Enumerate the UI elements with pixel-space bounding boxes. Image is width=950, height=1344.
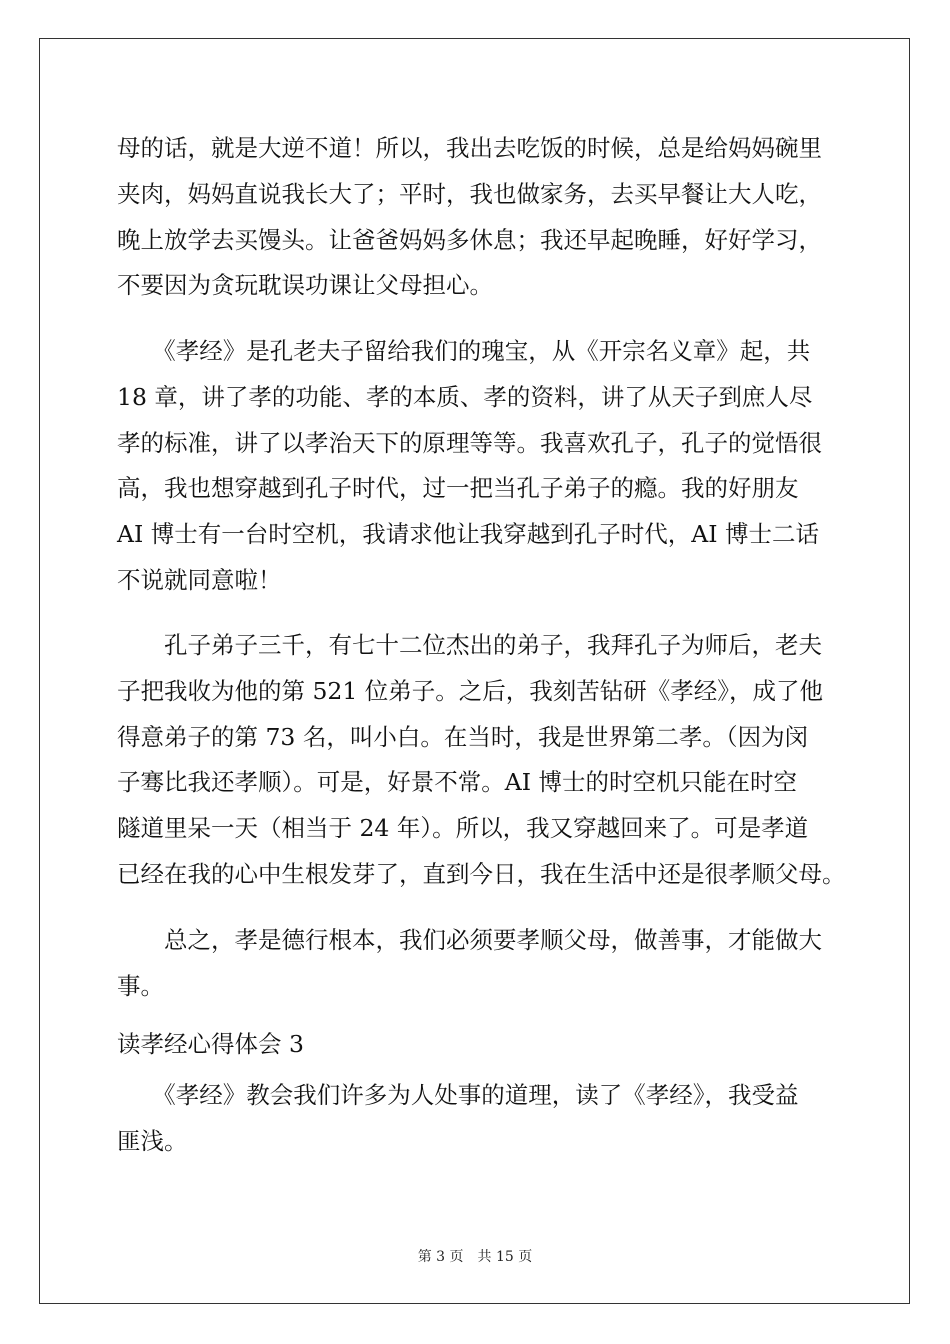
text-line: 晚上放学去买馒头。让爸爸妈妈多休息；我还早起晚睡，好好学习， xyxy=(117,225,822,254)
text-line: 总之，孝是德行根本，我们必须要孝顺父母，做善事，才能做大 xyxy=(117,926,822,954)
text-line: 《孝经》教会我们许多为人处事的道理，读了《孝经》，我受益 xyxy=(117,1081,799,1109)
text-line: 得意弟子的第 73 名，叫小白。在当时，我是世界第二孝。（因为闵 xyxy=(117,722,809,751)
text-line: 隧道里呆一天（相当于 24 年）。所以，我又穿越回来了。可是孝道 xyxy=(117,814,809,843)
text-line: AI 博士有一台时空机，我请求他让我穿越到孔子时代，AI 博士二话 xyxy=(117,520,819,549)
text-line: 孔子弟子三千，有七十二位杰出的弟子，我拜孔子为师后，老夫 xyxy=(117,631,822,659)
page-footer: 第 3 页 共 15 页 xyxy=(417,1249,533,1265)
text-line: 孝的标准，讲了以孝治天下的原理等等。我喜欢孔子，孔子的觉悟很 xyxy=(117,428,822,457)
text-line: 18 章，讲了孝的功能、孝的本质、孝的资料，讲了从天子到庶人尽 xyxy=(117,382,813,411)
text-line: 子把我收为他的第 521 位弟子。之后，我刻苦钻研《孝经》，成了他 xyxy=(117,676,824,705)
text-line: 已经在我的心中生根发芽了，直到今日，我在生活中还是很孝顺父母。 xyxy=(117,860,846,888)
text-line: 夹肉，妈妈直说我长大了；平时，我也做家务，去买早餐让大人吃， xyxy=(117,179,822,208)
text-line: 事。 xyxy=(117,971,164,1000)
text-line: 不要因为贪玩耽误功课让父母担心。 xyxy=(117,271,493,300)
text-line: 《孝经》是孔老夫子留给我们的瑰宝，从《开宗名义章》起，共 xyxy=(117,337,811,365)
text-line: 高，我也想穿越到孔子时代，过一把当孔子弟子的瘾。我的好朋友 xyxy=(117,474,799,503)
section-heading: 读孝经心得体会 3 xyxy=(117,1030,304,1058)
text-line: 不说就同意啦！ xyxy=(117,566,282,594)
text-line: 子骞比我还孝顺）。可是，好景不常。AI 博士的时空机只能在时空 xyxy=(117,768,797,797)
text-line: 母的话，就是大逆不道！所以，我出去吃饭的时候，总是给妈妈碗里 xyxy=(117,134,822,162)
text-line: 匪浅。 xyxy=(117,1126,188,1155)
